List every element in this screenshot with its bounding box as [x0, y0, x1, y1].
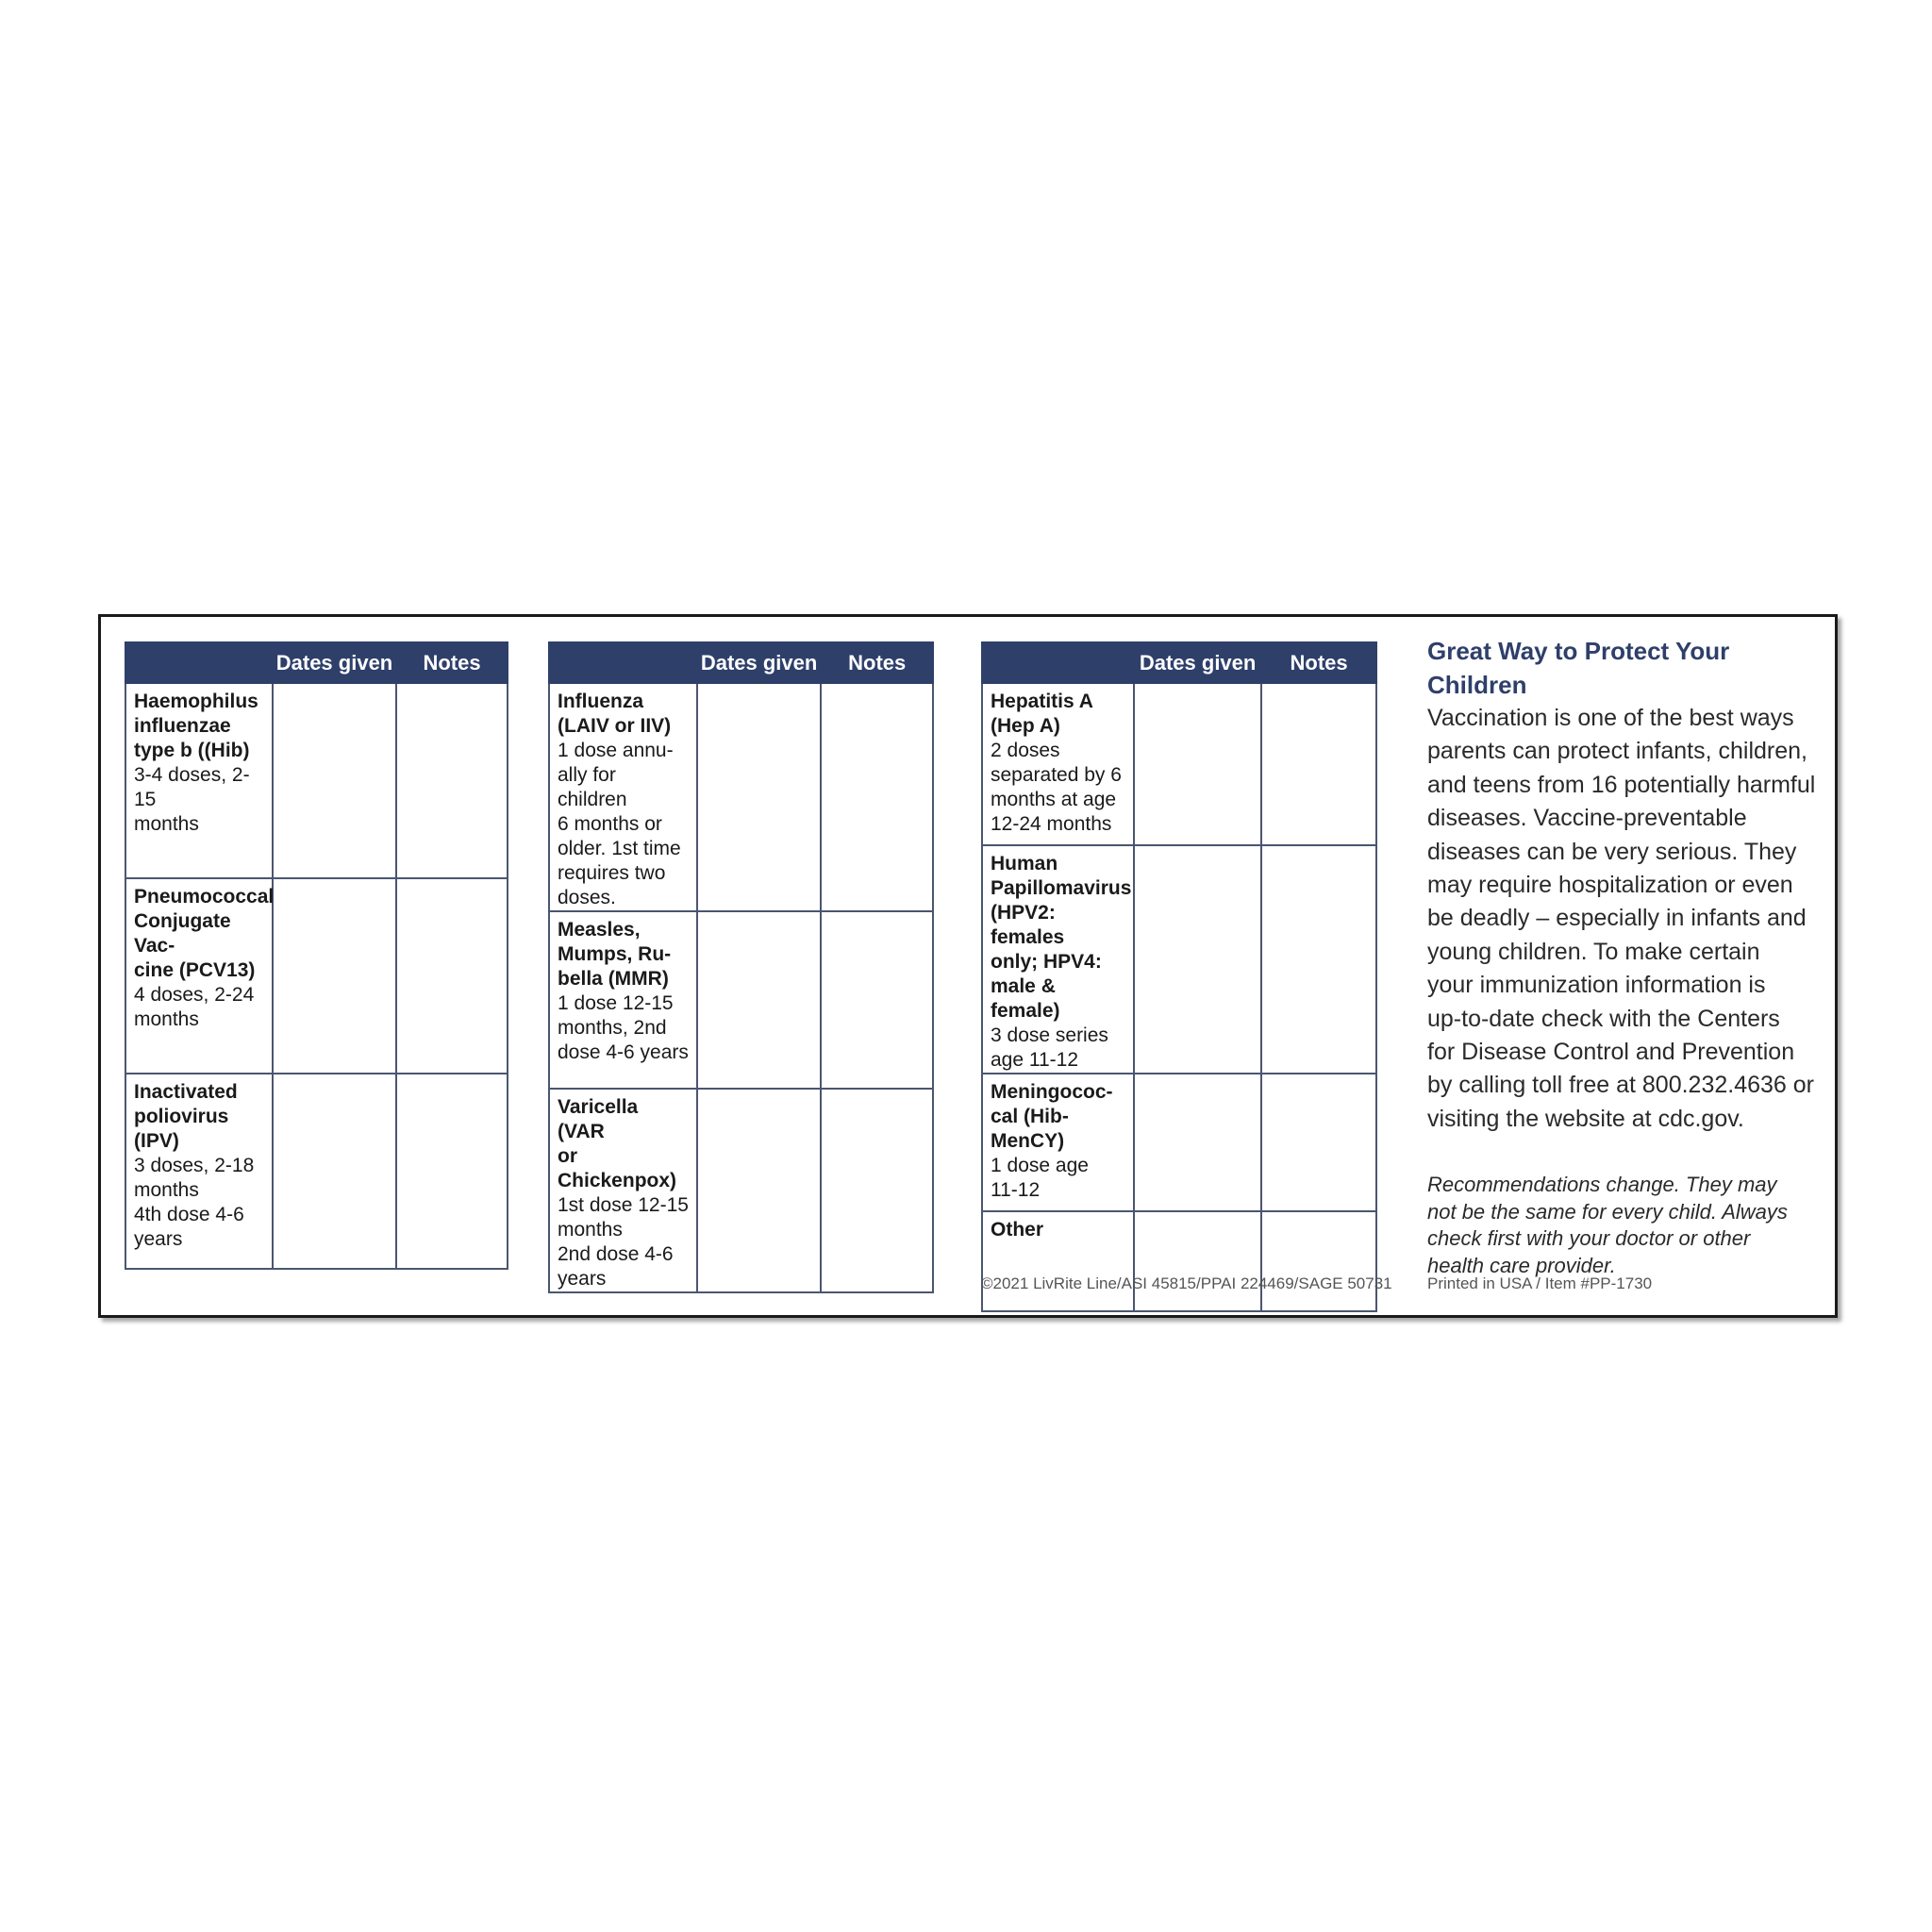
- vaccine-schedule: 1st dose 12-15 months 2nd dose 4-6 years: [558, 1194, 689, 1290]
- vaccine-cell: [125, 683, 273, 878]
- vaccine-schedule: 1 dose 12-15 months, 2nd dose 4-6 years: [558, 992, 689, 1063]
- vaccine-name: Hepatitis A (Hep A): [991, 691, 1093, 737]
- dates-given-field[interactable]: [1134, 1074, 1261, 1211]
- table-header-row: [982, 642, 1376, 683]
- dates-given-column-header: Dates given: [697, 642, 822, 683]
- table-header-row: [125, 642, 508, 683]
- info-panel: [1427, 634, 1824, 1279]
- notes-field[interactable]: [821, 1089, 933, 1292]
- vaccine-cell: [549, 911, 697, 1089]
- vaccine-cell: [982, 845, 1134, 1074]
- vaccine-name: Haemophilus influenzae type b ((Hib): [134, 691, 258, 761]
- dates-given-field[interactable]: [1134, 845, 1261, 1074]
- notes-field[interactable]: [396, 1074, 508, 1269]
- vaccine-schedule: 4 doses, 2-24 months: [134, 984, 255, 1030]
- vaccine-column-header: [125, 642, 273, 683]
- vaccine-cell: [549, 1089, 697, 1292]
- vaccine-table-2: [548, 641, 934, 1293]
- notes-field[interactable]: [1261, 1211, 1376, 1311]
- vaccine-schedule: 3-4 doses, 2-15 months: [134, 764, 250, 835]
- table-row: [982, 845, 1376, 1074]
- notes-field[interactable]: [1261, 1074, 1376, 1211]
- vaccine-name: Measles, Mumps, Ru- bella (MMR): [558, 919, 672, 990]
- dates-given-column-header: Dates given: [273, 642, 396, 683]
- table-row: [125, 1074, 508, 1269]
- vaccine-schedule: 3 doses, 2-18 months 4th dose 4-6 years: [134, 1155, 255, 1250]
- vaccine-cell: [982, 1211, 1134, 1311]
- notes-column-header: Notes: [821, 642, 933, 683]
- dates-given-field[interactable]: [1134, 1211, 1261, 1311]
- vaccine-cell: [982, 683, 1134, 845]
- dates-given-field[interactable]: [273, 878, 396, 1074]
- notes-field[interactable]: [396, 878, 508, 1074]
- table-row: [125, 878, 508, 1074]
- vaccine-schedule: 3 dose series age 11-12: [991, 1024, 1108, 1071]
- dates-given-column-header: Dates given: [1134, 642, 1261, 683]
- vaccine-cell: [125, 878, 273, 1074]
- vaccine-column-header: [982, 642, 1134, 683]
- vaccine-column-header: [549, 642, 697, 683]
- table-row: [549, 911, 933, 1089]
- dates-given-field[interactable]: [697, 683, 822, 911]
- vaccine-name: Varicella (VAR or Chickenpox): [558, 1096, 677, 1191]
- notes-column-header: Notes: [396, 642, 508, 683]
- dates-given-field[interactable]: [697, 1089, 822, 1292]
- notes-column-header: Notes: [1261, 642, 1376, 683]
- info-body-text: Vaccination is one of the best ways parents can protect infants, children, and teens from 16 potentially harmful diseases. Vaccine-preventable diseases can be very serious. They may require hospitalization or even be deadly – especially in infants and young children. To make certain your immunization information is up-to-date check with the Centers for Disease Control and Prevention by calling toll free at 800.232.4636 or visiting the website at cdc.gov.: [1427, 705, 1816, 1132]
- vaccine-name: Other: [991, 1219, 1044, 1241]
- vaccine-name: Inactivated poliovirus (IPV): [134, 1081, 238, 1152]
- dates-given-field[interactable]: [273, 1074, 396, 1269]
- notes-field[interactable]: [396, 683, 508, 878]
- table-header-row: [549, 642, 933, 683]
- vaccine-name: Pneumococcal Conjugate Vac- cine (PCV13): [134, 886, 275, 981]
- vaccine-name: Influenza (LAIV or IIV): [558, 691, 672, 737]
- vaccine-schedule: 1 dose annu- ally for children 6 months or older. 1st time requires two doses.: [558, 740, 681, 908]
- vaccine-table-1: [125, 641, 508, 1270]
- vaccine-schedule: 2 doses separated by 6 months at age 12-24 months: [991, 740, 1122, 835]
- table-row: [125, 683, 508, 878]
- table-row: [982, 1074, 1376, 1211]
- table-row: [549, 1089, 933, 1292]
- notes-field[interactable]: [821, 911, 933, 1089]
- table-row: [549, 683, 933, 911]
- vaccine-name: Human Papillomavirus (HPV2: females only; HPV4: male & female): [991, 853, 1132, 1022]
- vaccine-table-3: [981, 641, 1377, 1312]
- recommendations-note: Recommendations change. They may not be the same for every child. Always check first with your doctor or other health care provider.: [1427, 1173, 1788, 1277]
- notes-field[interactable]: [1261, 683, 1376, 845]
- dates-given-field[interactable]: [697, 911, 822, 1089]
- vaccine-cell: [982, 1074, 1134, 1211]
- table-row: [982, 1211, 1376, 1311]
- vaccine-cell: [549, 683, 697, 911]
- copyright-text: ©2021 LivRite Line/ASI 45815/PPAI 224469/SAGE 50731: [981, 1274, 1392, 1292]
- notes-field[interactable]: [821, 683, 933, 911]
- dates-given-field[interactable]: [1134, 683, 1261, 845]
- dates-given-field[interactable]: [273, 683, 396, 878]
- table-row: [982, 683, 1376, 845]
- notes-field[interactable]: [1261, 845, 1376, 1074]
- vaccine-schedule: 1 dose age 11-12: [991, 1155, 1089, 1201]
- printed-in-text: Printed in USA / Item #PP-1730: [1427, 1274, 1653, 1292]
- vaccine-name: Meningococ- cal (Hib- MenCY): [991, 1081, 1113, 1152]
- vaccine-cell: [125, 1074, 273, 1269]
- info-title: Great Way to Protect Your Children: [1427, 637, 1730, 699]
